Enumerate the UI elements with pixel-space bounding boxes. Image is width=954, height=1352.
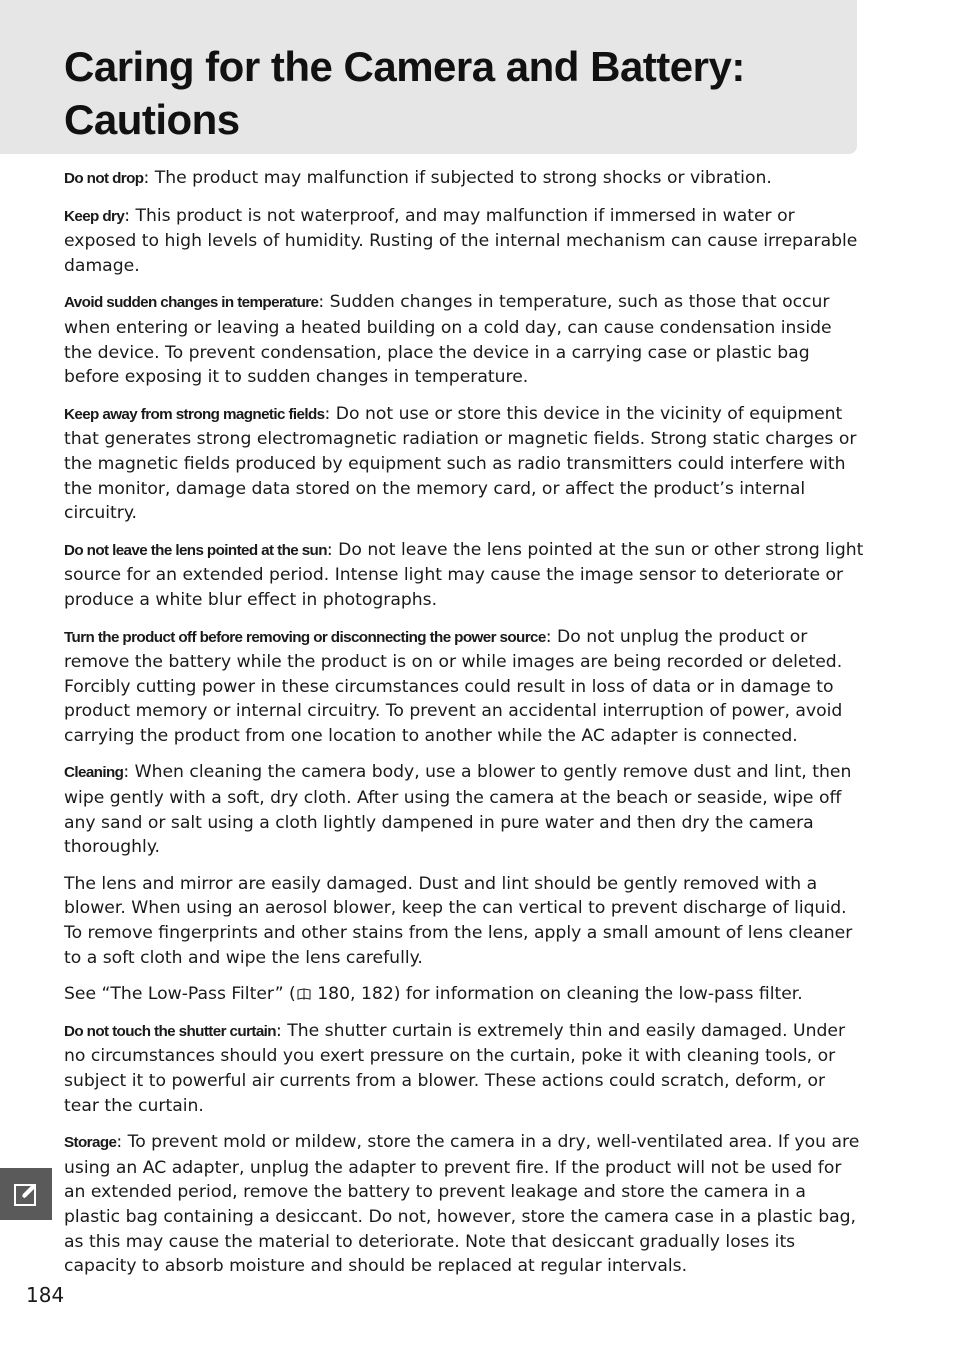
page-number: 184 xyxy=(26,1283,65,1307)
section-heading: Storage xyxy=(64,1134,117,1152)
chapter-tab xyxy=(0,1168,52,1220)
section-do-not-drop xyxy=(64,166,864,192)
section-lens-sun xyxy=(64,538,864,613)
book-reference-icon xyxy=(297,988,311,1000)
section-cleaning xyxy=(64,760,864,859)
section-text: : Do not unplug the product or remove the battery while the product is on or while images are being recorded or deleted. Forcibly cutting power in these circumstances could result in loss of data or in damage to product memory or internal circuitry. To prevent an accidental interruption of power, avoid carrying the product from one location to another while the AC adapter is connected. xyxy=(64,626,843,746)
section-heading: Cleaning xyxy=(64,764,124,782)
see-also-after: 180, 182) for information on cleaning the low-pass filter. xyxy=(311,984,803,1005)
page-title: Caring for the Camera and Battery: Cautions xyxy=(64,43,745,143)
section-shutter-curtain xyxy=(64,1019,864,1118)
section-magnetic-fields xyxy=(64,402,864,526)
section-heading: Avoid sudden changes in temperature xyxy=(64,294,319,312)
section-text: : Do not leave the lens pointed at the sun or other strong light source for an extended period. Intense light may cause the image sensor to deteriorate or produce a white blur effect in photographs. xyxy=(64,539,864,610)
section-heading: Turn the product off before removing or disconnecting the power source xyxy=(64,628,546,646)
section-heading: Do not drop xyxy=(64,170,144,187)
section-temperature xyxy=(64,290,864,389)
see-also-before: See “The Low-Pass Filter” ( xyxy=(64,984,296,1005)
section-heading: Keep away from strong magnetic fields xyxy=(64,405,325,423)
page-content xyxy=(64,166,864,1291)
section-heading: Do not touch the shutter curtain xyxy=(64,1022,276,1040)
section-text: : Do not use or store this device in the vicinity of equipment that generates strong electromagnetic radiation or magnetic fields. Strong static charges or the magnetic fields produced by equipment such as radio transmitters could interfere with the monitor, damage data stored on the memory card, or affect the product’s internal circuitry. xyxy=(64,403,857,524)
section-text: : This product is not waterproof, and may malfunction if immersed in water or exposed to high levels of humidity. Rusting of the internal mechanism can cause irreparable damage. xyxy=(64,205,858,276)
section-heading: Do not leave the lens pointed at the sun xyxy=(64,541,327,559)
section-heading: Keep dry xyxy=(64,207,125,225)
technical-notes-icon xyxy=(14,1182,38,1206)
section-text: : When cleaning the camera body, use a blower to gently remove dust and lint, then wipe gently with a soft, dry cloth. After using the camera at the beach or seaside, wipe off any sand or salt using a cloth lightly dampened in pure water and then dry the camera thoroughly. xyxy=(64,762,852,858)
lens-mirror-paragraph: The lens and mirror are easily damaged. Dust and lint should be gently removed with a blower. When using an aerosol blower, keep the can vertical to prevent discharge of liquid. To remove fingerprints and other stains from the lens, apply a small amount of lens cleaner to a soft cloth and wipe the lens carefully. xyxy=(64,873,853,968)
see-also-paragraph xyxy=(64,982,864,1007)
section-text: : The shutter curtain is extremely thin and easily damaged. Under no circumstances should you exert pressure on the curtain, poke it with cleaning tools, or subject it to powerful air currents from a blower. These actions could scratch, deform, or tear the curtain. xyxy=(64,1020,846,1116)
section-power-source xyxy=(64,625,864,749)
section-text: : The product may malfunction if subjected to strong shocks or vibration. xyxy=(143,168,772,188)
section-keep-dry xyxy=(64,204,864,279)
section-storage xyxy=(64,1130,864,1279)
section-text: : Sudden changes in temperature, such as those that occur when entering or leaving a heated building on a cold day, can cause condensation inside the device. To prevent condensation, place the device in a carrying case or plastic bag before exposing it to sudden changes in temperature. xyxy=(64,292,832,388)
section-text: : To prevent mold or mildew, store the camera in a dry, well-ventilated area. If you are using an AC adapter, unplug the adapter to prevent fire. If the product will not be used for an extended period, remove the battery to prevent leakage and store the camera in a plastic bag containing a desiccant. Do not, however, store the camera case in a plastic bag, as this may cause the material to deteriorate. Note that desiccant gradually loses its capacity to absorb moisture and should be replaced at regular intervals. xyxy=(64,1132,860,1277)
